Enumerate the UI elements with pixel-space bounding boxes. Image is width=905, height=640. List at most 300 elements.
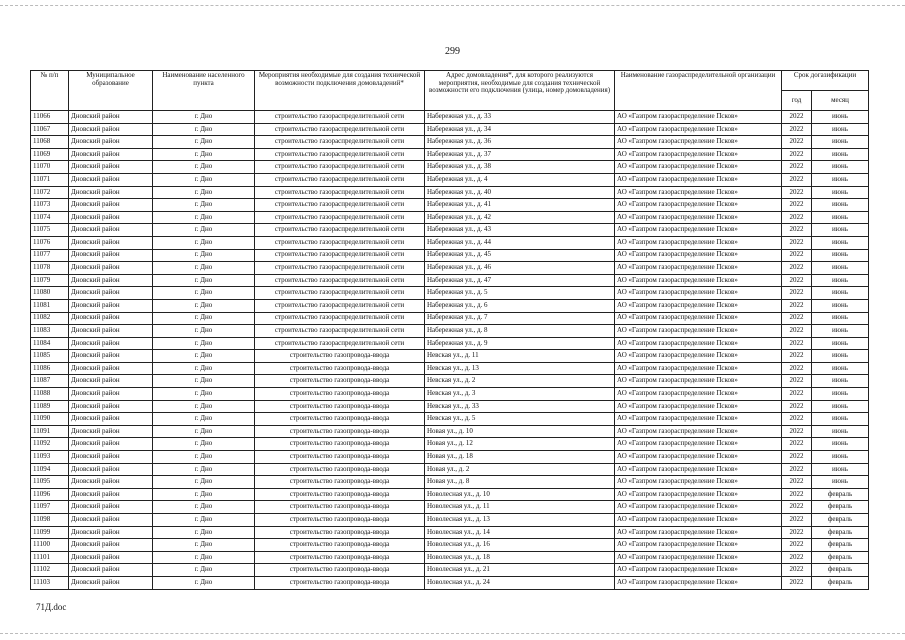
row-address: Набережная ул., д. 4 [425, 173, 615, 186]
row-month: июнь [812, 325, 869, 338]
row-municipality: Дновский район [69, 236, 153, 249]
row-month: июнь [812, 111, 869, 124]
row-address: Набережная ул., д. 9 [425, 337, 615, 350]
header-settlement: Наименование населенного пункта [153, 71, 255, 111]
row-number: 11091 [31, 425, 69, 438]
header-measures: Мероприятия необходимые для создания технической возможности подключения домовладений* [255, 71, 425, 111]
row-measure: строительство газопровода-ввода [255, 375, 425, 388]
row-number: 11078 [31, 262, 69, 275]
row-settlement: г. Дно [153, 186, 255, 199]
row-number: 11071 [31, 173, 69, 186]
row-settlement: г. Дно [153, 375, 255, 388]
row-municipality: Дновский район [69, 337, 153, 350]
row-year: 2022 [782, 299, 812, 312]
table-row [31, 325, 869, 338]
row-month: июнь [812, 388, 869, 401]
row-address: Набережная ул., д. 33 [425, 111, 615, 124]
row-org: АО «Газпром газораспределение Псков» [615, 551, 782, 564]
scan-edge-top [0, 5, 905, 7]
row-settlement: г. Дно [153, 148, 255, 161]
row-number: 11083 [31, 325, 69, 338]
row-measure: строительство газопровода-ввода [255, 564, 425, 577]
table-row [31, 186, 869, 199]
row-measure: строительство газопровода-ввода [255, 551, 425, 564]
table-row [31, 476, 869, 489]
row-address: Новолесная ул., д. 14 [425, 526, 615, 539]
row-measure: строительство газораспределительной сети [255, 148, 425, 161]
row-settlement: г. Дно [153, 312, 255, 325]
row-settlement: г. Дно [153, 287, 255, 300]
header-month: месяц [812, 91, 869, 111]
row-month: июнь [812, 224, 869, 237]
table-row [31, 123, 869, 136]
row-month: февраль [812, 526, 869, 539]
row-municipality: Дновский район [69, 287, 153, 300]
row-measure: строительство газораспределительной сети [255, 299, 425, 312]
row-municipality: Дновский район [69, 526, 153, 539]
header-num: № п/п [31, 71, 69, 111]
row-month: февраль [812, 488, 869, 501]
row-measure: строительство газораспределительной сети [255, 325, 425, 338]
row-number: 11101 [31, 551, 69, 564]
table-row [31, 551, 869, 564]
row-municipality: Дновский район [69, 514, 153, 527]
row-municipality: Дновский район [69, 136, 153, 149]
row-measure: строительство газопровода-ввода [255, 514, 425, 527]
row-year: 2022 [782, 564, 812, 577]
row-municipality: Дновский район [69, 476, 153, 489]
row-year: 2022 [782, 501, 812, 514]
row-org: АО «Газпром газораспределение Псков» [615, 350, 782, 363]
row-settlement: г. Дно [153, 564, 255, 577]
row-municipality: Дновский район [69, 488, 153, 501]
row-measure: строительство газораспределительной сети [255, 123, 425, 136]
row-municipality: Дновский район [69, 186, 153, 199]
table-row [31, 136, 869, 149]
row-org: АО «Газпром газораспределение Псков» [615, 148, 782, 161]
row-municipality: Дновский район [69, 576, 153, 589]
row-org: АО «Газпром газораспределение Псков» [615, 249, 782, 262]
table-row [31, 173, 869, 186]
row-number: 11081 [31, 299, 69, 312]
row-municipality: Дновский район [69, 551, 153, 564]
row-address: Новая ул., д. 2 [425, 463, 615, 476]
row-org: АО «Газпром газораспределение Псков» [615, 337, 782, 350]
row-year: 2022 [782, 186, 812, 199]
table-row [31, 388, 869, 401]
row-year: 2022 [782, 476, 812, 489]
row-municipality: Дновский район [69, 375, 153, 388]
table-row [31, 539, 869, 552]
row-municipality: Дновский район [69, 224, 153, 237]
row-measure: строительство газораспределительной сети [255, 312, 425, 325]
row-settlement: г. Дно [153, 388, 255, 401]
row-number: 11093 [31, 451, 69, 464]
row-month: июнь [812, 400, 869, 413]
row-address: Невская ул., д. 13 [425, 362, 615, 375]
row-settlement: г. Дно [153, 501, 255, 514]
row-address: Набережная ул., д. 36 [425, 136, 615, 149]
row-month: февраль [812, 501, 869, 514]
row-municipality: Дновский район [69, 211, 153, 224]
row-measure: строительство газопровода-ввода [255, 350, 425, 363]
row-settlement: г. Дно [153, 325, 255, 338]
row-year: 2022 [782, 576, 812, 589]
row-month: июнь [812, 413, 869, 426]
table-row [31, 236, 869, 249]
row-municipality: Дновский район [69, 199, 153, 212]
row-month: июнь [812, 249, 869, 262]
row-number: 11074 [31, 211, 69, 224]
row-number: 11092 [31, 438, 69, 451]
row-address: Невская ул., д. 33 [425, 400, 615, 413]
row-number: 11100 [31, 539, 69, 552]
row-municipality: Дновский район [69, 564, 153, 577]
row-month: июнь [812, 362, 869, 375]
row-month: июнь [812, 287, 869, 300]
row-month: февраль [812, 514, 869, 527]
table-row [31, 299, 869, 312]
table-row [31, 425, 869, 438]
row-year: 2022 [782, 136, 812, 149]
row-month: июнь [812, 199, 869, 212]
row-municipality: Дновский район [69, 413, 153, 426]
row-address: Набережная ул., д. 5 [425, 287, 615, 300]
table-row [31, 111, 869, 124]
row-org: АО «Газпром газораспределение Псков» [615, 476, 782, 489]
row-settlement: г. Дно [153, 488, 255, 501]
row-settlement: г. Дно [153, 236, 255, 249]
row-municipality: Дновский район [69, 350, 153, 363]
row-settlement: г. Дно [153, 274, 255, 287]
row-org: АО «Газпром газораспределение Псков» [615, 501, 782, 514]
row-settlement: г. Дно [153, 476, 255, 489]
row-address: Набережная ул., д. 45 [425, 249, 615, 262]
row-month: июнь [812, 262, 869, 275]
row-year: 2022 [782, 350, 812, 363]
row-measure: строительство газораспределительной сети [255, 337, 425, 350]
row-settlement: г. Дно [153, 211, 255, 224]
row-org: АО «Газпром газораспределение Псков» [615, 576, 782, 589]
row-municipality: Дновский район [69, 425, 153, 438]
row-org: АО «Газпром газораспределение Псков» [615, 111, 782, 124]
row-number: 11087 [31, 375, 69, 388]
row-settlement: г. Дно [153, 337, 255, 350]
row-measure: строительство газораспределительной сети [255, 224, 425, 237]
row-address: Новолесная ул., д. 13 [425, 514, 615, 527]
row-year: 2022 [782, 514, 812, 527]
row-org: АО «Газпром газораспределение Псков» [615, 287, 782, 300]
row-address: Набережная ул., д. 34 [425, 123, 615, 136]
row-measure: строительство газопровода-ввода [255, 476, 425, 489]
row-address: Новая ул., д. 12 [425, 438, 615, 451]
row-year: 2022 [782, 488, 812, 501]
table-row [31, 249, 869, 262]
table-row [31, 362, 869, 375]
row-number: 11094 [31, 463, 69, 476]
row-month: июнь [812, 274, 869, 287]
row-org: АО «Газпром газораспределение Псков» [615, 224, 782, 237]
row-number: 11082 [31, 312, 69, 325]
row-settlement: г. Дно [153, 249, 255, 262]
row-settlement: г. Дно [153, 438, 255, 451]
row-year: 2022 [782, 199, 812, 212]
row-address: Невская ул., д. 3 [425, 388, 615, 401]
table-row [31, 400, 869, 413]
table-row [31, 287, 869, 300]
row-settlement: г. Дно [153, 551, 255, 564]
row-address: Набережная ул., д. 47 [425, 274, 615, 287]
row-measure: строительство газораспределительной сети [255, 287, 425, 300]
table-row [31, 451, 869, 464]
table-row [31, 312, 869, 325]
row-org: АО «Газпром газораспределение Псков» [615, 173, 782, 186]
row-org: АО «Газпром газораспределение Псков» [615, 262, 782, 275]
row-address: Набережная ул., д. 8 [425, 325, 615, 338]
row-municipality: Дновский район [69, 111, 153, 124]
row-month: июнь [812, 375, 869, 388]
row-year: 2022 [782, 337, 812, 350]
table-row [31, 375, 869, 388]
row-year: 2022 [782, 413, 812, 426]
row-settlement: г. Дно [153, 539, 255, 552]
row-org: АО «Газпром газораспределение Псков» [615, 526, 782, 539]
table-row [31, 576, 869, 589]
row-measure: строительство газопровода-ввода [255, 576, 425, 589]
table-row [31, 514, 869, 527]
row-measure: строительство газопровода-ввода [255, 388, 425, 401]
row-month: июнь [812, 463, 869, 476]
row-org: АО «Газпром газораспределение Псков» [615, 236, 782, 249]
row-org: АО «Газпром газораспределение Псков» [615, 274, 782, 287]
scan-edge-bottom [0, 633, 905, 635]
table-row [31, 224, 869, 237]
row-month: февраль [812, 576, 869, 589]
row-measure: строительство газораспределительной сети [255, 173, 425, 186]
file-name-footer: 71Д.doc [36, 602, 67, 612]
row-address: Набережная ул., д. 44 [425, 236, 615, 249]
row-number: 11088 [31, 388, 69, 401]
table-row [31, 438, 869, 451]
row-measure: строительство газораспределительной сети [255, 199, 425, 212]
row-year: 2022 [782, 224, 812, 237]
row-address: Новая ул., д. 10 [425, 425, 615, 438]
table-row [31, 501, 869, 514]
table-row [31, 199, 869, 212]
row-settlement: г. Дно [153, 425, 255, 438]
row-number: 11073 [31, 199, 69, 212]
row-number: 11098 [31, 514, 69, 527]
row-address: Набережная ул., д. 40 [425, 186, 615, 199]
table-row [31, 463, 869, 476]
row-measure: строительство газопровода-ввода [255, 539, 425, 552]
row-settlement: г. Дно [153, 463, 255, 476]
header-year: год [782, 91, 812, 111]
row-month: июнь [812, 312, 869, 325]
row-number: 11090 [31, 413, 69, 426]
table-row [31, 148, 869, 161]
row-year: 2022 [782, 539, 812, 552]
header-org: Наименование газораспределительной организации [615, 71, 782, 111]
row-settlement: г. Дно [153, 299, 255, 312]
table-row [31, 274, 869, 287]
row-number: 11080 [31, 287, 69, 300]
row-settlement: г. Дно [153, 173, 255, 186]
row-number: 11066 [31, 111, 69, 124]
row-org: АО «Газпром газораспределение Псков» [615, 325, 782, 338]
row-number: 11075 [31, 224, 69, 237]
row-year: 2022 [782, 425, 812, 438]
row-municipality: Дновский район [69, 463, 153, 476]
row-org: АО «Газпром газораспределение Псков» [615, 211, 782, 224]
row-year: 2022 [782, 526, 812, 539]
row-address: Новолесная ул., д. 18 [425, 551, 615, 564]
row-org: АО «Газпром газораспределение Псков» [615, 362, 782, 375]
row-settlement: г. Дно [153, 161, 255, 174]
row-org: АО «Газпром газораспределение Псков» [615, 514, 782, 527]
row-measure: строительство газораспределительной сети [255, 274, 425, 287]
row-measure: строительство газопровода-ввода [255, 438, 425, 451]
row-settlement: г. Дно [153, 224, 255, 237]
row-number: 11069 [31, 148, 69, 161]
row-municipality: Дновский район [69, 451, 153, 464]
table-row [31, 161, 869, 174]
row-municipality: Дновский район [69, 123, 153, 136]
row-month: июнь [812, 148, 869, 161]
table-row [31, 262, 869, 275]
row-month: июнь [812, 236, 869, 249]
row-year: 2022 [782, 123, 812, 136]
row-settlement: г. Дно [153, 514, 255, 527]
row-month: июнь [812, 161, 869, 174]
row-month: июнь [812, 350, 869, 363]
row-settlement: г. Дно [153, 362, 255, 375]
row-year: 2022 [782, 388, 812, 401]
row-number: 11095 [31, 476, 69, 489]
row-municipality: Дновский район [69, 262, 153, 275]
row-number: 11096 [31, 488, 69, 501]
row-address: Новолесная ул., д. 21 [425, 564, 615, 577]
row-org: АО «Газпром газораспределение Псков» [615, 161, 782, 174]
row-month: февраль [812, 564, 869, 577]
row-month: июнь [812, 451, 869, 464]
row-settlement: г. Дно [153, 526, 255, 539]
table-row [31, 350, 869, 363]
row-number: 11099 [31, 526, 69, 539]
row-month: июнь [812, 476, 869, 489]
row-org: АО «Газпром газораспределение Псков» [615, 564, 782, 577]
row-address: Новолесная ул., д. 24 [425, 576, 615, 589]
row-year: 2022 [782, 211, 812, 224]
row-year: 2022 [782, 438, 812, 451]
row-year: 2022 [782, 312, 812, 325]
row-org: АО «Газпром газораспределение Псков» [615, 123, 782, 136]
row-address: Невская ул., д. 5 [425, 413, 615, 426]
row-measure: строительство газопровода-ввода [255, 400, 425, 413]
row-year: 2022 [782, 375, 812, 388]
header-address: Адрес домовладения*, для которого реализуются мероприятия, необходимые для создания технической возможности его подключения (улица, номер домовладения) [425, 71, 615, 111]
row-org: АО «Газпром газораспределение Псков» [615, 451, 782, 464]
row-municipality: Дновский район [69, 400, 153, 413]
row-measure: строительство газораспределительной сети [255, 236, 425, 249]
row-org: АО «Газпром газораспределение Псков» [615, 400, 782, 413]
row-address: Набережная ул., д. 38 [425, 161, 615, 174]
row-address: Набережная ул., д. 46 [425, 262, 615, 275]
page-number: 299 [445, 46, 460, 57]
row-address: Набережная ул., д. 41 [425, 199, 615, 212]
row-month: июнь [812, 136, 869, 149]
table-row [31, 488, 869, 501]
row-address: Новая ул., д. 18 [425, 451, 615, 464]
row-year: 2022 [782, 148, 812, 161]
row-year: 2022 [782, 111, 812, 124]
row-year: 2022 [782, 551, 812, 564]
row-address: Новая ул., д. 8 [425, 476, 615, 489]
row-org: АО «Газпром газораспределение Псков» [615, 438, 782, 451]
row-municipality: Дновский район [69, 161, 153, 174]
header-municipality: Муниципальное образование [69, 71, 153, 111]
row-number: 11070 [31, 161, 69, 174]
row-org: АО «Газпром газораспределение Псков» [615, 375, 782, 388]
row-measure: строительство газопровода-ввода [255, 413, 425, 426]
row-number: 11102 [31, 564, 69, 577]
row-number: 11089 [31, 400, 69, 413]
row-municipality: Дновский район [69, 438, 153, 451]
row-settlement: г. Дно [153, 123, 255, 136]
row-municipality: Дновский район [69, 274, 153, 287]
row-measure: строительство газопровода-ввода [255, 362, 425, 375]
row-number: 11086 [31, 362, 69, 375]
row-municipality: Дновский район [69, 539, 153, 552]
row-address: Набережная ул., д. 6 [425, 299, 615, 312]
row-org: АО «Газпром газораспределение Псков» [615, 312, 782, 325]
row-year: 2022 [782, 274, 812, 287]
row-org: АО «Газпром газораспределение Псков» [615, 413, 782, 426]
row-org: АО «Газпром газораспределение Псков» [615, 199, 782, 212]
row-address: Новолесная ул., д. 11 [425, 501, 615, 514]
row-org: АО «Газпром газораспределение Псков» [615, 539, 782, 552]
row-year: 2022 [782, 173, 812, 186]
row-org: АО «Газпром газораспределение Псков» [615, 388, 782, 401]
row-month: февраль [812, 551, 869, 564]
row-year: 2022 [782, 236, 812, 249]
row-month: июнь [812, 337, 869, 350]
row-settlement: г. Дно [153, 350, 255, 363]
row-address: Новолесная ул., д. 16 [425, 539, 615, 552]
row-municipality: Дновский район [69, 362, 153, 375]
row-org: АО «Газпром газораспределение Псков» [615, 186, 782, 199]
row-address: Новолесная ул., д. 10 [425, 488, 615, 501]
row-number: 11085 [31, 350, 69, 363]
row-municipality: Дновский район [69, 312, 153, 325]
row-measure: строительство газораспределительной сети [255, 249, 425, 262]
row-year: 2022 [782, 463, 812, 476]
table-row [31, 211, 869, 224]
row-number: 11068 [31, 136, 69, 149]
row-number: 11097 [31, 501, 69, 514]
row-measure: строительство газораспределительной сети [255, 136, 425, 149]
row-address: Набережная ул., д. 42 [425, 211, 615, 224]
row-number: 11079 [31, 274, 69, 287]
row-measure: строительство газораспределительной сети [255, 111, 425, 124]
row-settlement: г. Дно [153, 400, 255, 413]
row-year: 2022 [782, 262, 812, 275]
row-org: АО «Газпром газораспределение Псков» [615, 299, 782, 312]
row-year: 2022 [782, 249, 812, 262]
row-settlement: г. Дно [153, 199, 255, 212]
table-row [31, 564, 869, 577]
row-year: 2022 [782, 287, 812, 300]
